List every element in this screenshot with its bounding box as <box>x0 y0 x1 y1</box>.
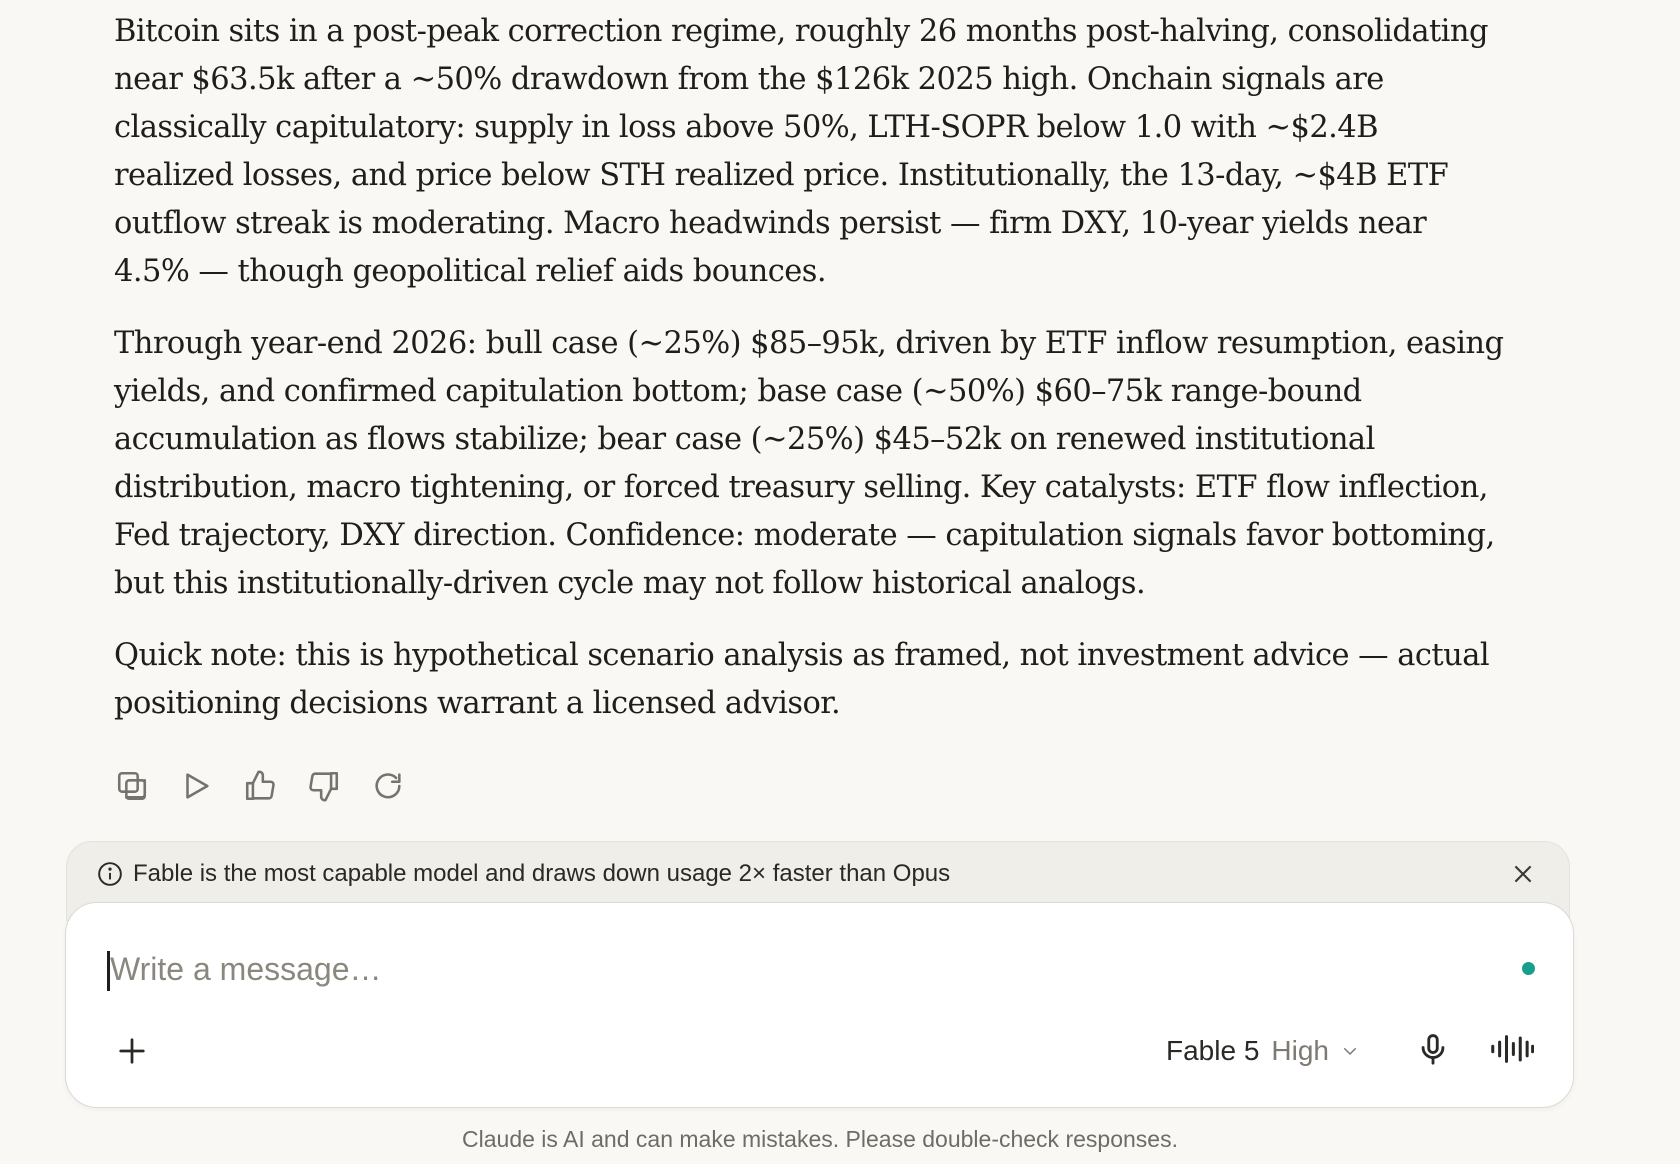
text-caret <box>107 951 110 991</box>
assistant-message <box>114 8 1504 752</box>
thumbs-down-icon <box>307 769 341 803</box>
message-paragraph: Quick note: this is hypothetical scenario analysis as framed, not investment advice — actual positioning decisions warrant a licensed advisor. <box>114 638 1490 721</box>
voice-mode-button[interactable] <box>1488 1027 1536 1071</box>
microphone-icon <box>1416 1032 1450 1066</box>
thumbs-down-button[interactable] <box>304 764 344 808</box>
message-input[interactable] <box>106 947 1410 991</box>
chevron-down-icon <box>1341 1042 1359 1060</box>
thumbs-up-icon <box>243 769 277 803</box>
close-icon <box>1510 861 1536 887</box>
read-aloud-button[interactable] <box>176 764 216 808</box>
add-attachment-button[interactable] <box>110 1029 154 1073</box>
message-paragraph: Bitcoin sits in a post-peak correction regime, roughly 26 months post-halving, consolidating near $63.5k after a ~50% drawdown from the $126k 2025 high. Onchain signals are classically capitulatory: supply in loss above 50%, LTH-SOPR below 1.0 with ~$2.4B realized losses, and price below STH realized price. Institutionally, the 13-day, ~$4B ETF outflow streak is moderating. Macro headwinds persist — firm DXY, 10-year yields near 4.5% — though geopolitical relief aids bounces. <box>114 14 1488 289</box>
plus-icon <box>117 1036 147 1066</box>
copy-button[interactable] <box>112 764 152 808</box>
play-icon <box>179 769 213 803</box>
effort-level: High <box>1271 1035 1329 1066</box>
message-composer <box>65 902 1574 1108</box>
waveform-icon <box>1490 1032 1534 1066</box>
notice-text: Fable is the most capable model and draws down usage 2× faster than Opus <box>133 860 951 887</box>
model-selector[interactable] <box>1166 1029 1359 1073</box>
copy-icon <box>115 769 149 803</box>
disclaimer-text: Claude is AI and can make mistakes. Please double-check responses. <box>462 1126 1178 1152</box>
retry-icon <box>371 769 405 803</box>
message-paragraph: Through year-end 2026: bull case (~25%) $85–95k, driven by ETF inflow resumption, easing yields, and confirmed capitulation bottom; base case (~50%) $60–75k range-bound accumulation as flows stabilize; bear case (~25%) $45–52k on renewed institutional distribution, macro tightening, or forced treasury selling. Key catalysts: ETF flow inflection, Fed trajectory, DXY direction. Confidence: moderate — capitulation signals favor bottoming, but this institutionally-driven cycle may not follow historical analogs. <box>114 326 1504 601</box>
close-notice-button[interactable] <box>1507 858 1539 890</box>
retry-button[interactable] <box>368 764 408 808</box>
model-name: Fable 5 <box>1166 1035 1260 1066</box>
status-dot <box>1522 962 1535 975</box>
thumbs-up-button[interactable] <box>240 764 280 808</box>
dictation-button[interactable] <box>1411 1027 1455 1071</box>
message-actions <box>112 764 408 808</box>
info-icon <box>97 861 123 887</box>
